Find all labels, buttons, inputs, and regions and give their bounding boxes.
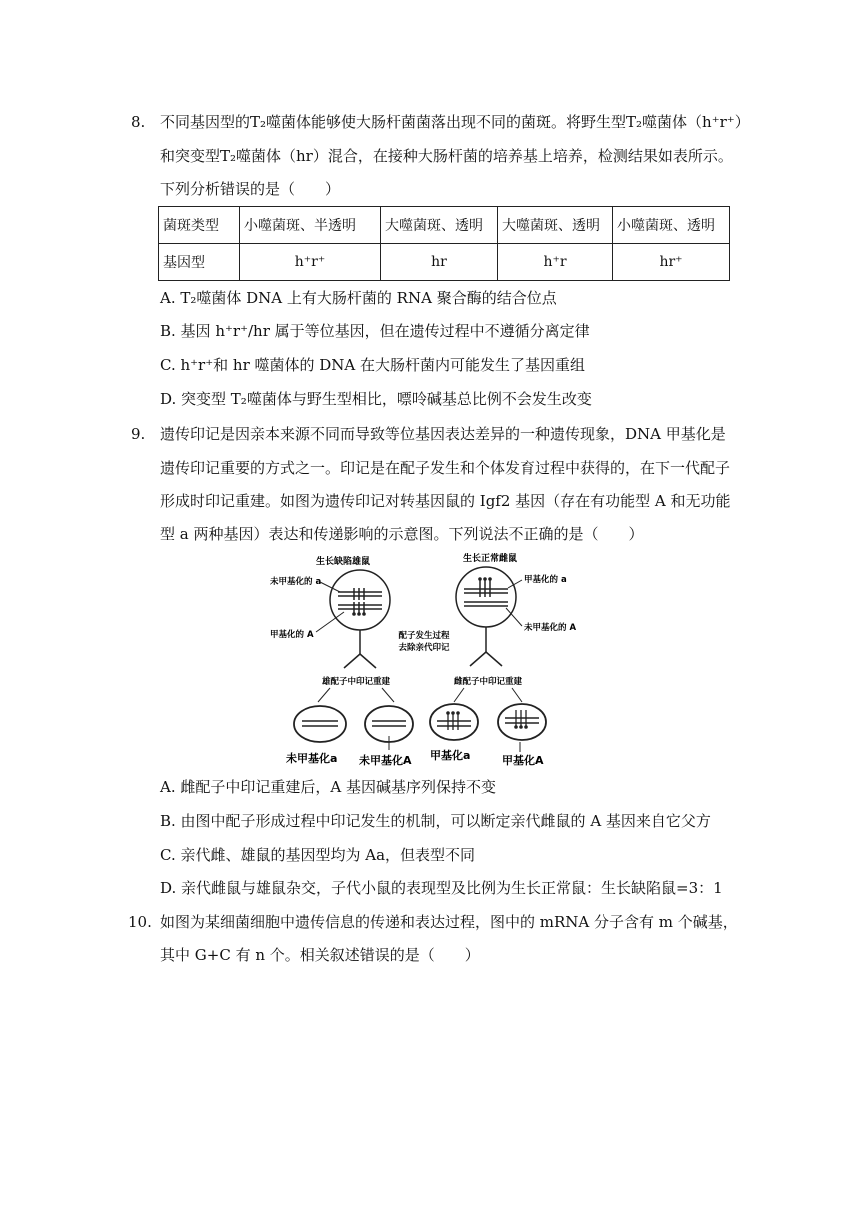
- gamete-4-label: 甲基化A: [502, 754, 544, 767]
- gamete-1-label: 未甲基化a: [286, 752, 338, 765]
- female-methyl-marks: [478, 577, 492, 581]
- table-row-genotype: [159, 244, 730, 281]
- gamete-2-label: 未甲基化A: [359, 754, 412, 767]
- table-cell: hr⁺: [613, 244, 730, 281]
- table-cell: 菌斑类型: [159, 207, 240, 244]
- label-male-imprint-rebuild: 雄配子中印记重建: [321, 677, 391, 687]
- right-parent-title: 生长正常雌鼠: [462, 554, 518, 564]
- question-9-stem-line-4: 型 a 两种基因）表达和传递影响的示意图。下列说法不正确的是（ ）: [160, 525, 644, 543]
- question-10-stem-line-2: 其中 G+C 有 n 个。相关叙述错误的是（ ）: [160, 946, 480, 964]
- question-8-number: 8.: [131, 113, 146, 131]
- male-chromosomes: [338, 588, 382, 615]
- question-8-option-c: C. h⁺r⁺和 hr 噬菌体的 DNA 在大肠杆菌内可能发生了基因重组: [160, 356, 586, 374]
- question-8-stem-line-2: 和突变型T₂噬菌体（hr）混合，在接种大肠杆菌的培养基上培养，检测结果如表所示。: [160, 147, 733, 165]
- question-10-number: 10.: [128, 913, 152, 931]
- male-parent-cell: [330, 570, 390, 630]
- question-10-stem-line-1: 如图为某细菌细胞中遗传信息的传递和表达过程，图中的 mRNA 分子含有 m 个碱基，: [160, 913, 738, 931]
- label-methylated-A-left: 甲基化的 A: [270, 630, 314, 640]
- question-9-option-a: A. 雌配子中印记重建后，A 基因碱基序列保持不变: [160, 778, 496, 796]
- table-cell: 基因型: [159, 244, 240, 281]
- question-9-stem-line-3: 形成时印记重建。如图为遗传印记对转基因鼠的 Igf2 基因（存在有功能型 A 和无功能: [160, 492, 731, 510]
- table-cell: h⁺r: [498, 244, 613, 281]
- question-8-option-d: D. 突变型 T₂噬菌体与野生型相比，嘌呤碱基总比例不会发生改变: [160, 390, 592, 408]
- question-9-option-c: C. 亲代雌、雄鼠的基因型均为 Aa，但表型不同: [160, 846, 476, 864]
- female-parent-cell: [456, 567, 516, 627]
- question-8-option-a: A. T₂噬菌体 DNA 上有大肠杆菌的 RNA 聚合酶的结合位点: [160, 289, 557, 307]
- gamete-3-label: 甲基化a: [430, 749, 471, 762]
- genomic-imprinting-diagram: [258, 552, 598, 770]
- center-label-remove-imprint: 去除亲代印记: [398, 643, 450, 653]
- gamete-1-cell: [294, 706, 346, 742]
- label-unmethylated-A-right: 未甲基化的 A: [524, 623, 577, 633]
- left-parent-title: 生长缺陷雄鼠: [315, 557, 371, 567]
- center-label-gametogenesis: 配子发生过程: [398, 631, 450, 641]
- label-female-imprint-rebuild: 雌配子中印记重建: [453, 677, 523, 687]
- question-9-option-d: D. 亲代雌鼠与雄鼠杂交，子代小鼠的表现型及比例为生长正常鼠：生长缺陷鼠=3：1: [160, 879, 723, 897]
- male-methyl-marks: [352, 612, 366, 616]
- table-cell: 小噬菌斑、透明: [613, 207, 730, 244]
- label-methylated-a-right: 甲基化的 a: [524, 575, 567, 585]
- question-8-stem-line-1: 不同基因型的T₂噬菌体能够使大肠杆菌菌落出现不同的菌斑。将野生型T₂噬菌体（h⁺r⁺）: [160, 113, 750, 131]
- table-cell: h⁺r⁺: [240, 244, 381, 281]
- question-8-stem-line-3: 下列分析错误的是（ ）: [160, 180, 341, 198]
- plaque-genotype-table: [158, 206, 730, 281]
- table-row-plaque-type: [159, 207, 730, 244]
- gamete-4-cell: [498, 704, 546, 740]
- table-cell: hr: [381, 244, 498, 281]
- label-unmethylated-a-left: 未甲基化的 a: [270, 577, 322, 587]
- table-cell: 大噬菌斑、透明: [381, 207, 498, 244]
- gamete-3-cell: [430, 704, 478, 740]
- female-chromosomes: [464, 578, 508, 606]
- question-9-stem-line-1: 遗传印记是因亲本来源不同而导致等位基因表达差异的一种遗传现象，DNA 甲基化是: [160, 425, 726, 443]
- table-cell: 小噬菌斑、半透明: [240, 207, 381, 244]
- question-9-option-b: B. 由图中配子形成过程中印记发生的机制，可以断定亲代雌鼠的 A 基因来自它父方: [160, 812, 711, 830]
- question-9-number: 9.: [131, 425, 146, 443]
- table-cell: 大噬菌斑、透明: [498, 207, 613, 244]
- question-9-stem-line-2: 遗传印记重要的方式之一。印记是在配子发生和个体发育过程中获得的，在下一代配子: [160, 459, 731, 477]
- question-8-option-b: B. 基因 h⁺r⁺/hr 属于等位基因，但在遗传过程中不遵循分离定律: [160, 322, 590, 340]
